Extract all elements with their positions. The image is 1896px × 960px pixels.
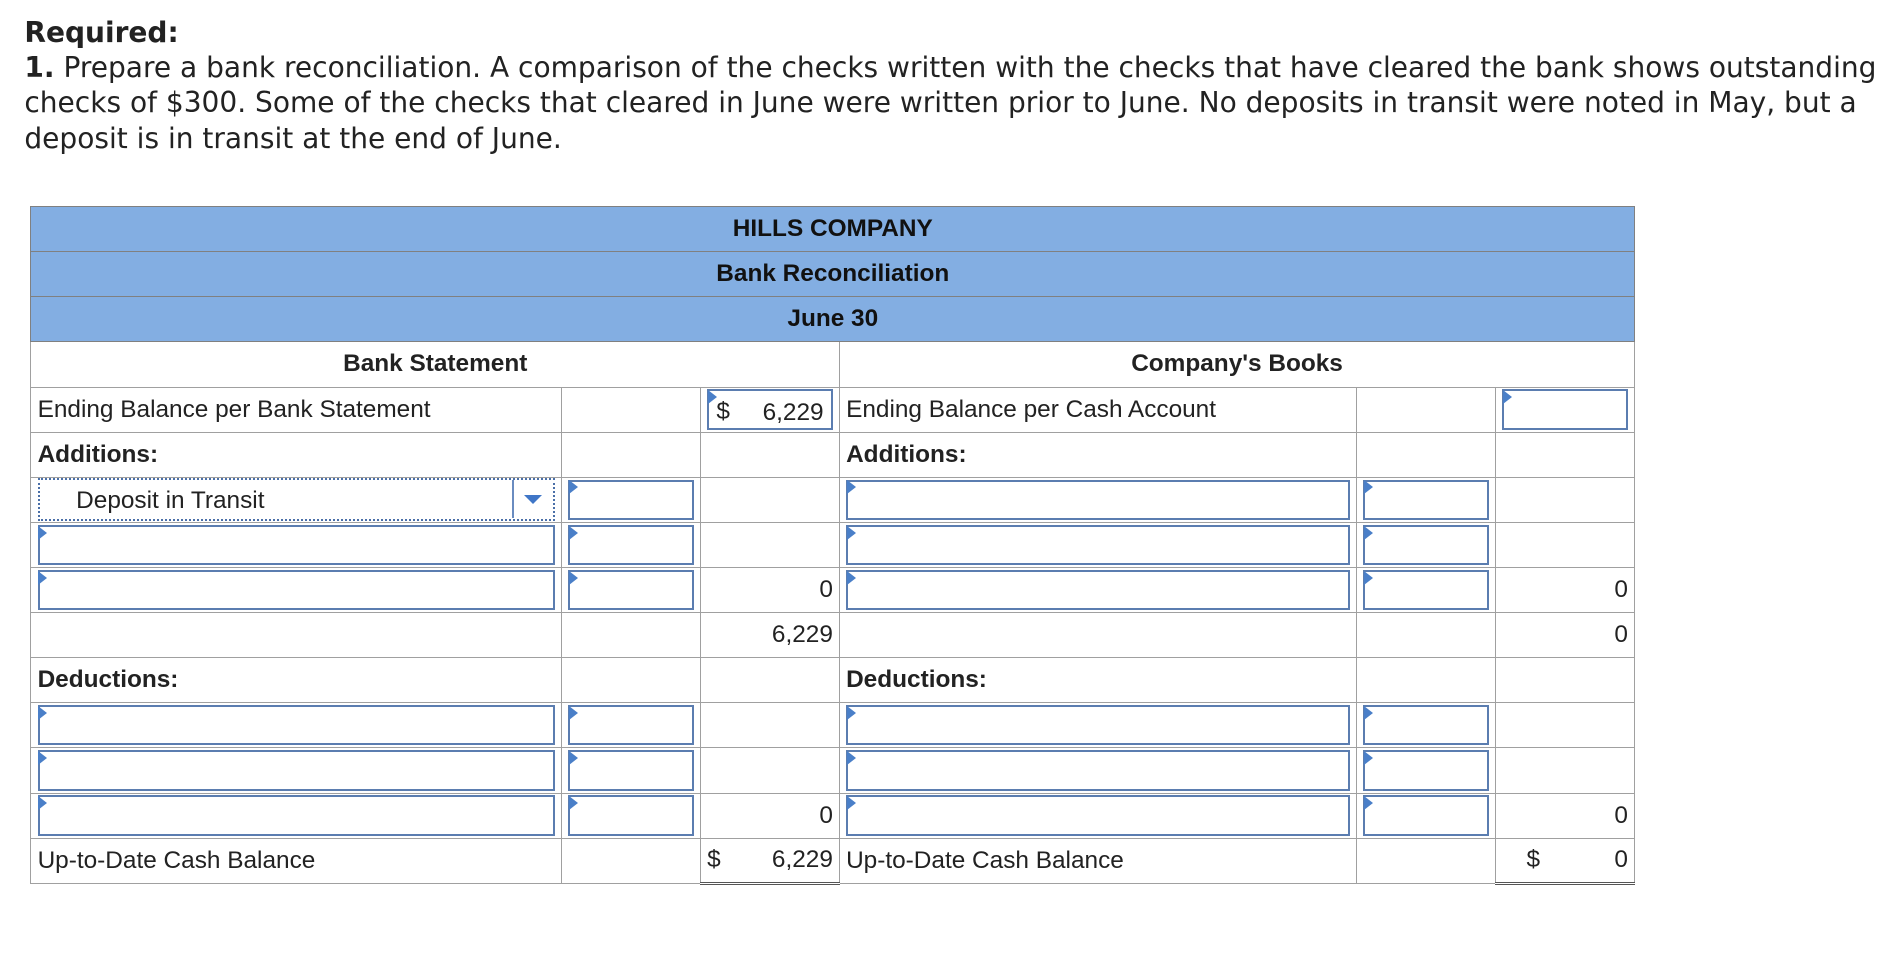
books-final-value: 0 [1614,846,1628,874]
empty-cell [700,522,839,567]
instructions-number: 1. [24,50,55,84]
books-addition-amount-input[interactable] [1357,477,1496,522]
bank-empty-cell [561,387,700,432]
empty-cell [31,613,561,658]
bank-deductions-label: Deductions: [31,658,561,703]
empty-cell [700,432,839,477]
bank-addition-amount-input[interactable] [561,522,700,567]
books-addition-label-input[interactable] [839,522,1356,567]
empty-cell [1496,703,1635,748]
bank-deduction-amount-input[interactable] [561,748,700,793]
empty-cell [561,658,700,703]
bank-subtotal: 6,229 [700,613,839,658]
instructions-heading: Required: [24,15,179,49]
books-addition-label-input[interactable] [839,477,1356,522]
empty-cell [700,748,839,793]
bank-deduction-label-input[interactable] [31,748,561,793]
bank-addition-dropdown-value: Deposit in Transit [76,486,265,514]
books-additions-total: 0 [1496,567,1635,612]
bank-deduction-label-input[interactable] [31,703,561,748]
books-final-balance [1496,838,1635,883]
company-name: HILLS COMPANY [31,207,1635,252]
bank-ending-value: 6,229 [762,398,824,426]
books-deduction-amount-input[interactable] [1357,793,1496,838]
books-deduction-amount-input[interactable] [1357,748,1496,793]
bank-ending-label: Ending Balance per Bank Statement [31,387,561,432]
bank-additions-total: 0 [700,567,839,612]
empty-cell [700,477,839,522]
books-addition-label-input[interactable] [839,567,1356,612]
bank-addition-amount-input[interactable] [561,477,700,522]
bank-deduction-label-input[interactable] [31,793,561,838]
books-deduction-amount-input[interactable] [1357,703,1496,748]
report-date: June 30 [31,297,1635,342]
empty-cell [1496,658,1635,703]
empty-cell [561,613,700,658]
books-addition-amount-input[interactable] [1357,567,1496,612]
books-final-label: Up-to-Date Cash Balance [839,838,1356,883]
bank-final-label: Up-to-Date Cash Balance [31,838,561,883]
books-deduction-label-input[interactable] [839,703,1356,748]
books-deductions-label: Deductions: [839,658,1356,703]
bank-addition-label-input[interactable] [31,522,561,567]
instructions [24,15,1878,156]
empty-cell [561,432,700,477]
empty-cell [1357,838,1496,883]
empty-cell [1496,522,1635,567]
bank-final-dollar: $ [707,846,721,874]
books-deduction-label-input[interactable] [839,748,1356,793]
books-deductions-total: 0 [1496,793,1635,838]
empty-cell [700,658,839,703]
bank-ending-dollar: $ [716,397,730,425]
books-addition-amount-input[interactable] [1357,522,1496,567]
empty-cell [1357,432,1496,477]
bank-deductions-total: 0 [700,793,839,838]
chevron-down-icon[interactable] [512,480,553,518]
empty-cell [1357,613,1496,658]
bank-deduction-amount-input[interactable] [561,793,700,838]
books-ending-balance-input[interactable] [1496,387,1635,432]
books-subtotal: 0 [1496,613,1635,658]
report-title: Bank Reconciliation [31,252,1635,297]
bank-ending-balance [700,387,839,432]
bank-final-balance [700,838,839,883]
empty-cell [700,703,839,748]
books-final-dollar: $ [1526,846,1541,874]
empty-cell [1496,432,1635,477]
empty-cell [1496,748,1635,793]
bank-final-value: 6,229 [771,846,833,874]
company-books-heading: Company's Books [839,342,1634,387]
empty-cell [1496,477,1635,522]
empty-cell [561,838,700,883]
books-deduction-label-input[interactable] [839,793,1356,838]
bank-additions-label: Additions: [31,432,561,477]
bank-addition-amount-input[interactable] [561,567,700,612]
books-additions-label: Additions: [839,432,1356,477]
bank-addition-dropdown[interactable] [31,477,561,522]
instructions-text: Prepare a bank reconciliation. A comparison of the checks written with the checks that have cleared the bank shows outstanding checks of $300. Some of the checks that cleared in June were written prior to June. No deposits in transit were noted in May, but a deposit is in transit at the end of June. [24,50,1877,155]
bank-statement-heading: Bank Statement [31,342,840,387]
bank-reconciliation-table [30,206,1635,885]
empty-cell [839,613,1356,658]
books-empty-cell [1357,387,1496,432]
bank-deduction-amount-input[interactable] [561,703,700,748]
empty-cell [1357,658,1496,703]
books-ending-label: Ending Balance per Cash Account [839,387,1356,432]
bank-addition-label-input[interactable] [31,567,561,612]
